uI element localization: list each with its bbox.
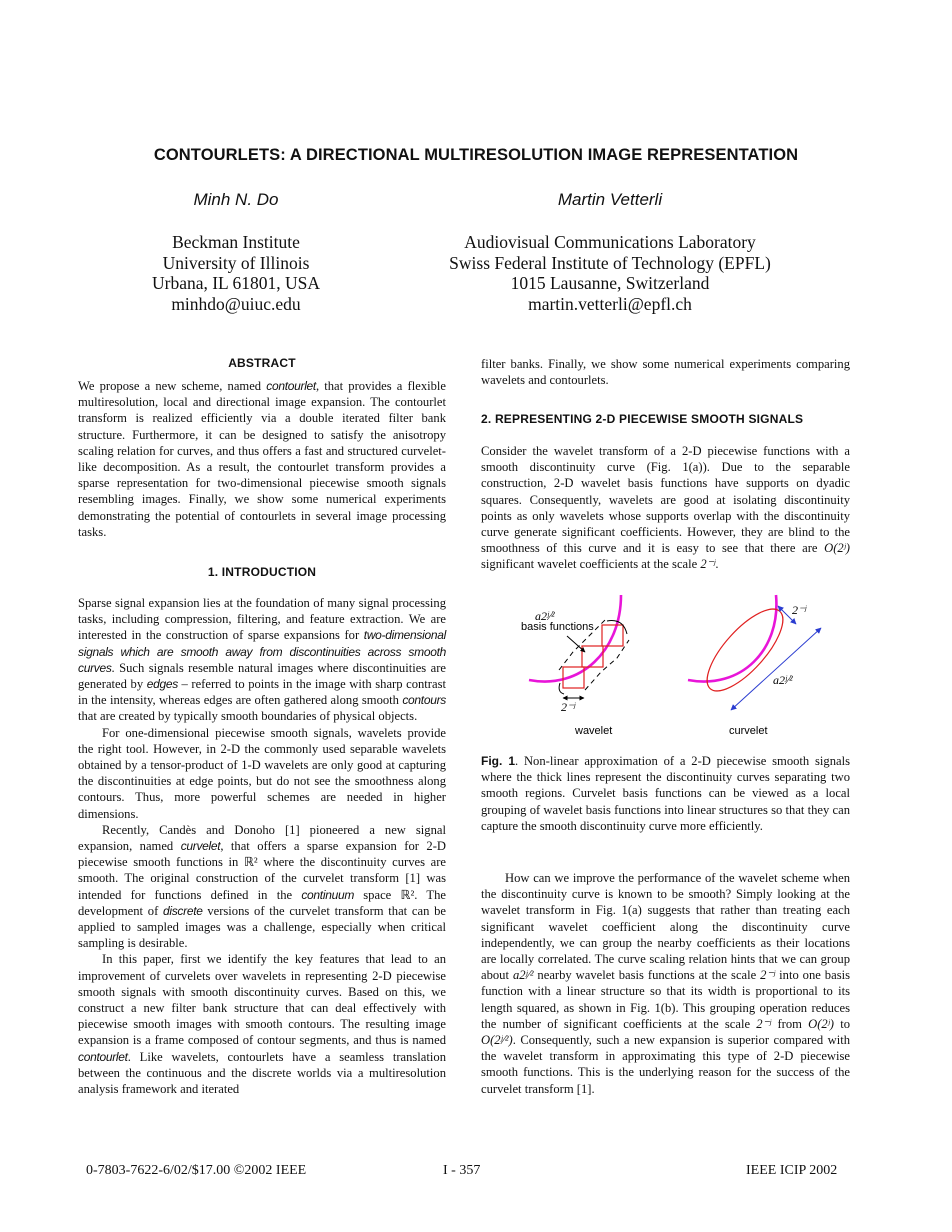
author-2-affiliation	[420, 232, 800, 314]
intro-paragraph-3: Recently, Candès and Donoho [1] pioneered a new signal expansion, named curvelet, that offers a sparse expansion for 2-D piecewise smooth functions in ℝ² where the discontinuity curves are smooth. The original construction of the curvelet transform [1] was intended for functions defined in the continuum space ℝ². The development of discrete versions of the curvelet transform that can be applied to sampled images was a challenge, especially when critical sampling is desirable.	[78, 822, 447, 951]
footer-venue: IEEE ICIP 2002	[746, 1163, 838, 1178]
affil-line: 1015 Lausanne, Switzerland	[510, 273, 710, 293]
section2-paragraph-1: Consider the wavelet transform of a 2-D piecewise functions with a smooth discontinuity curve (Fig. 1(a)). Due to the separable construction, 2-D wavelet basis functions have supports on dyadic squares. Consequently, wavelets are good at isolating discontinuity points as only wavelets whose supports overlap with the discontinuity curve generate significant coefficients. However, they are blind to the smoothness of this curve and it is easy to see that there are O(2ʲ) significant wavelet coefficients at the scale 2⁻ʲ.	[481, 444, 850, 572]
intro-paragraph-1: Sparse signal expansion lies at the foundation of many signal processing tasks, including compression, filtering, and feature extraction. We are interested in the construction of sparse expansions for two-dimensional signals which are smooth away from discontinuities across smooth curves. Such signals resemble natural images where discontinuities are generated by edges – referred to points in the image with sharp contrast in the intensity, whereas edges are often gathered along smooth contours that are created by typically smooth boundaries of physical objects.	[78, 596, 446, 724]
author-1-email[interactable]: minhdo@uiuc.edu	[171, 293, 301, 314]
section2-paragraph-2: How can we improve the performance of the wavelet scheme when the discontinuity curve is known to be smooth? Simply looking at the wavelet transform in Fig. 1(a) suggests that rather than treating each significant wavelet coefficient along the discontinuity curve independently, we can group the nearby coefficients as their locations are locally correlated. The curve scaling relation hints that we can group about a2ʲ⁄² nearby wavelet basis functions at the scale 2⁻ʲ into one basis function with a linear structure so that its width is proportional to its length squared, as shown in Fig. 1(b). This grouping operation reduces the number of significant coefficients at the scale 2⁻ʲ from O(2ʲ) to O(2ʲ⁄²). Consequently, such a new expansion is superior compared with the wavelet transform in approximating this type of 2-D piecewise smooth functions. This is the underlying reason for the success of the curvelet transform [1].	[481, 871, 850, 1096]
abstract-body: We propose a new scheme, named contourlet, that provides a flexible multiresolution, local and directional image expansion. The contourlet transform is realized efficiently via a double iterated filter bank structure. Furthermore, it can be designed to satisfy the anisotropy scaling relation for curves, and thus offers a fast and structured curvelet-like decomposition. As a result, the contourlet transform provides a sparse representation for two-dimensional piecewise smooth signals resembling images. Finally, we show some numerical experiments demonstrating the potential of contourlets in several image processing tasks.	[78, 379, 447, 539]
wavelet-panel	[521, 595, 629, 737]
author-2-email[interactable]: martin.vetterli@epfl.ch	[528, 293, 692, 314]
figure-1	[481, 590, 850, 738]
figure-1-caption: Fig. 1. Non-linear approximation of a 2-D piecewise smooth signals where the thick lines represent the discontinuity curves separating two smooth regions. Curvelet basis functions can be viewed as a local grouping of wavelet basis functions into linear structures so that they can capture the smooth discontinuity curve more efficiently.	[481, 754, 850, 833]
basis-functions-label: basis functions	[521, 621, 594, 633]
wavelet-scale-label: 2⁻ʲ	[561, 700, 576, 714]
curvelet-discontinuity-curve	[688, 595, 776, 682]
footer-copyright: 0-7803-7622-6/02/$17.00 ©2002 IEEE	[86, 1163, 307, 1178]
section1-continuation: filter banks. Finally, we show some numerical experiments comparing wavelets and contourlets.	[481, 357, 850, 388]
affil-line: Audiovisual Communications Laboratory	[464, 232, 756, 252]
curvelet-panel	[688, 595, 821, 737]
author-1-affiliation	[106, 232, 366, 314]
curvelet-length-label: a2ʲ⁄²	[773, 673, 793, 687]
curvelet-width-label: 2⁻ʲ	[792, 603, 807, 617]
curvelet-label: curvelet	[729, 725, 768, 737]
section2-heading: 2. REPRESENTING 2-D PIECEWISE SMOOTH SIGNALS	[481, 412, 804, 426]
intro-heading: 1. INTRODUCTION	[207, 565, 317, 579]
affil-line: Swiss Federal Institute of Technology (EPFL)	[449, 252, 771, 273]
wavelet-discontinuity-curve	[529, 595, 621, 682]
abstract-heading: ABSTRACT	[228, 356, 296, 370]
wavelet-label: wavelet	[575, 725, 613, 737]
intro-body	[78, 595, 446, 1097]
footer-page-number: I - 357	[443, 1163, 481, 1178]
intro-paragraph-2: For one-dimensional piecewise smooth signals, wavelets provide the right tool. However, in 2-D the commonly used separable wavelets obtained by a tensor-product of 1-D wavelets are only good at capturing the discontinuities at edge points, but do not see the smoothness along contours. Thus, more powerful schemes are needed in higher dimensions.	[78, 725, 446, 821]
basis-pointer	[567, 636, 585, 652]
author-1-name: Minh N. Do	[193, 190, 279, 209]
affil-line: University of Illinois	[162, 252, 310, 273]
intro-paragraph-4: In this paper, first we identify the key features that lead to an improvement of curvelets over wavelets in representing 2-D piecewise smooth signals with smooth discontinuity curves. Based on this, we construct a new filter bank structure that can deal effectively with piecewise smooth images with smooth contours. The resulting image expansion is a frame composed of contour segments, and thus is named contourlet. Like wavelets, contourlets have a seamless translation between the continuous and the discrete worlds via a multiresolution analysis framework and iterated	[78, 952, 446, 1097]
affil-line: Beckman Institute	[172, 232, 300, 252]
a2j2-label: a2ʲ⁄²	[535, 609, 555, 623]
affil-line: Urbana, IL 61801, USA	[151, 273, 320, 293]
paper-title: CONTOURLETS: A DIRECTIONAL MULTIRESOLUTION IMAGE REPRESENTATION	[153, 146, 799, 164]
author-2-name: Martin Vetterli	[557, 190, 663, 209]
